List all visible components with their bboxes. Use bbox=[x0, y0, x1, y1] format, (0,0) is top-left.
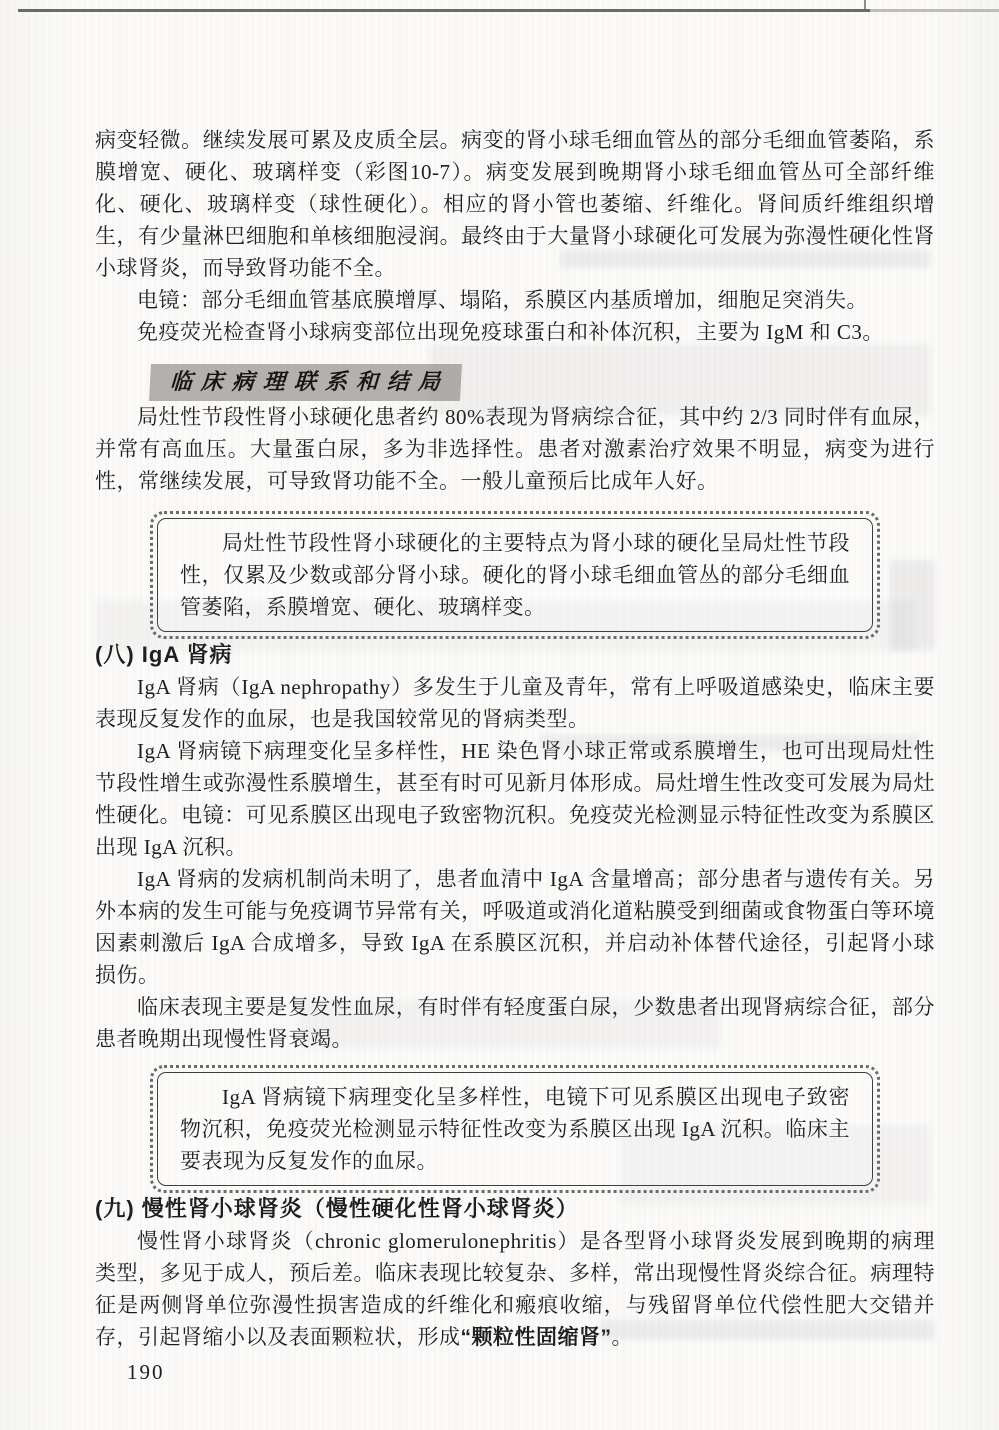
paragraph-immunofluorescence: 免疫荧光检查肾小球病变部位出现免疫球蛋白和补体沉积，主要为 IgM 和 C3。 bbox=[137, 320, 884, 344]
bold-term-granular-contracted-kidney: “颗粒性固缩肾” bbox=[460, 1326, 612, 1349]
summary-box-iga bbox=[150, 1065, 880, 1193]
summary-box-iga-text: IgA 肾病镜下病理变化呈多样性，电镜下可见系膜区出现电子致密物沉积，免疫荧光检测显示特征性改变为系膜区出现 IgA 沉积。临床主要表现为反复发作的血尿。 bbox=[180, 1085, 850, 1173]
summary-box-fsgs-text: 局灶性节段性肾小球硬化的主要特点为肾小球的硬化呈局灶性节段性，仅累及少数或部分肾小球。硬化的肾小球毛细血管丛的部分毛细血管萎陷，系膜增宽、硬化、玻璃样变。 bbox=[180, 531, 850, 619]
heading-iga-nephropathy: (八) IgA 肾病 bbox=[95, 642, 233, 667]
paragraph-iga-mechanism: IgA 肾病的发病机制尚未明了，患者血清中 IgA 含量增高；部分患者与遗传有关。另外本病的发生可能与免疫调节异常有关，呼吸道或消化道粘膜受到细菌或食物蛋白等环境因素刺激后 IgA 合成增多，导致 IgA 在系膜区沉积，并启动补体替代途径，引起肾小球损伤。 bbox=[95, 867, 935, 987]
paragraph-lesion-progression: 病变轻微。继续发展可累及皮质全层。病变的肾小球毛细血管丛的部分毛细血管萎陷，系膜增宽、硬化、玻璃样变（彩图10-7）。病变发展到晚期肾小球毛细血管丛可全部纤维化、硬化、玻璃样变（球性硬化）。相应的肾小管也萎缩、纤维化。肾间质纤维组织增生，有少量淋巴细胞和单核细胞浸润。最终由于大量肾小球硬化可发展为弥漫性硬化性肾小球肾炎，而导致肾功能不全。 bbox=[95, 128, 935, 280]
paragraph-iga-intro: IgA 肾病（IgA nephropathy）多发生于儿童及青年，常有上呼吸道感染史，临床主要表现反复发作的血尿，也是我国较常见的肾病类型。 bbox=[95, 675, 935, 731]
section-tag-row bbox=[95, 364, 935, 401]
section-tag-clinical-pathology: 临床病理联系和结局 bbox=[149, 364, 462, 401]
summary-box-fsgs bbox=[150, 511, 880, 639]
summary-box-iga-inner bbox=[157, 1072, 873, 1186]
paragraph-chronic-gn-period: 。 bbox=[611, 1325, 633, 1349]
paragraph-fsgs-clinical: 局灶性节段性肾小球硬化患者约 80%表现为肾病综合征，其中约 2/3 同时伴有血尿，并常有高血压。大量蛋白尿，多为非选择性。患者对激素治疗效果不明显，病变为进行性，常继续发展，可导致肾功能不全。一般儿童预后比成年人好。 bbox=[95, 405, 935, 493]
summary-box-fsgs-inner bbox=[157, 518, 873, 632]
paragraph-chronic-gn-text: 慢性肾小球肾炎（chronic glomerulonephritis）是各型肾小球肾炎发展到晚期的病理类型，多见于成人，预后差。临床表现比较复杂、多样，常出现慢性肾炎综合征。病理特征是两侧肾单位弥漫性损害造成的纤维化和瘢痕收缩，与残留肾单位代偿性肥大交错并存，引起肾缩小以及表面颗粒状，形成 bbox=[95, 1229, 935, 1349]
paragraph-electron-microscopy: 电镜：部分毛细血管基底膜增厚、塌陷，系膜区内基质增加，细胞足突消失。 bbox=[137, 288, 868, 312]
heading-chronic-gn: (九) 慢性肾小球肾炎（慢性硬化性肾小球肾炎） bbox=[95, 1196, 579, 1221]
paragraph-chronic-gn bbox=[95, 1225, 935, 1354]
paragraph-iga-pathology: IgA 肾病镜下病理变化呈多样性，HE 染色肾小球正常或系膜增生，也可出现局灶性节段性增生或弥漫性系膜增生，甚至有时可见新月体形成。局灶增生性改变可发展为局灶性硬化。电镜：可见系膜区出现电子致密物沉积。免疫荧光检测显示特征性改变为系膜区出现 IgA 沉积。 bbox=[95, 739, 935, 859]
paragraph-iga-clinical: 临床表现主要是复发性血尿，有时伴有轻度蛋白尿，少数患者出现肾病综合征，部分患者晚期出现慢性肾衰竭。 bbox=[95, 995, 935, 1051]
page-number: 190 bbox=[127, 1360, 165, 1384]
